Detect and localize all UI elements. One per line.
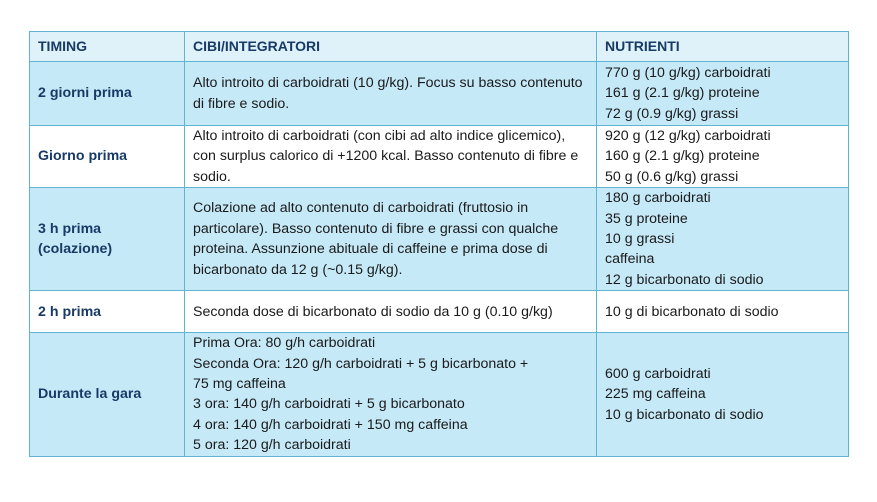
food-line: 5 ora: 120 g/h carboidrati	[193, 437, 351, 454]
food-cell	[185, 333, 597, 456]
nutrients-cell	[597, 291, 849, 333]
nutrients-cell	[597, 62, 849, 126]
food-line: Seconda Ora: 120 g/h carboidrati + 5 g bicarbonato +	[193, 355, 529, 372]
table-row	[30, 291, 849, 333]
nutrient-line: 35 g proteine	[605, 210, 688, 227]
nutrition-timing-table	[29, 31, 849, 457]
nutrient-line: 920 g (12 g/kg) carboidrati	[605, 128, 771, 144]
food-cell	[185, 188, 597, 291]
table-header-row	[30, 32, 849, 62]
timing-cell: Giorno prima	[30, 126, 185, 188]
timing-cell: 3 h prima (colazione)	[30, 188, 185, 291]
header-food-supplements: CIBI/INTEGRATORI	[185, 32, 597, 62]
nutrient-line: 770 g (10 g/kg) carboidrati	[605, 64, 771, 81]
nutrients-cell	[597, 188, 849, 291]
nutrient-line: 50 g (0.6 g/kg) grassi	[605, 168, 739, 185]
nutrient-line: 161 g (2.1 g/kg) proteine	[605, 85, 760, 102]
table-row	[30, 188, 849, 291]
nutrient-line: 10 g grassi	[605, 231, 675, 248]
food-cell	[185, 126, 597, 188]
header-timing: TIMING	[30, 32, 185, 62]
food-cell	[185, 62, 597, 126]
food-line: 75 mg caffeina	[193, 376, 286, 393]
nutrient-line: caffeina	[605, 251, 655, 268]
nutrients-cell	[597, 333, 849, 456]
table-row	[30, 62, 849, 126]
food-text: Colazione ad alto contenuto di carboidrati (fruttosio in particolare). Basso contenuto di fibre e grassi con qualche proteina. Assunzione abituale di caffeine e prima dose di bicarbonato da 12 g (~0.15 g/kg).	[193, 200, 559, 278]
timing-cell: Durante la gara	[30, 333, 185, 456]
food-line: Prima Ora: 80 g/h carboidrati	[193, 335, 376, 352]
food-line: 3 ora: 140 g/h carboidrati + 5 g bicarbonato	[193, 396, 465, 413]
nutrient-line: 10 g bicarbonato di sodio	[605, 406, 764, 423]
nutrient-line: 72 g (0.9 g/kg) grassi	[605, 105, 739, 122]
nutrient-line: 225 mg caffeina	[605, 386, 706, 403]
nutrient-line: 160 g (2.1 g/kg) proteine	[605, 148, 760, 165]
nutrient-line: 12 g bicarbonato di sodio	[605, 271, 764, 288]
food-text: Seconda dose di bicarbonato di sodio da 10 g (0.10 g/kg)	[193, 303, 553, 320]
food-line: 4 ora: 140 g/h carboidrati + 150 mg caffeina	[193, 416, 468, 433]
food-text: Alto introito di carboidrati (10 g/kg). Focus su basso contenuto di fibre e sodio.	[193, 75, 583, 112]
table-row	[30, 333, 849, 456]
nutrient-line: 10 g di bicarbonato di sodio	[605, 303, 779, 320]
nutrients-cell	[597, 126, 849, 188]
food-cell	[185, 291, 597, 333]
timing-cell: 2 h prima	[30, 291, 185, 333]
timing-cell: 2 giorni prima	[30, 62, 185, 126]
food-text: Alto introito di carboidrati (con cibi ad alto indice glicemico), con surplus calorico di +1200 kcal. Basso contenuto di fibre e sodio.	[193, 128, 579, 185]
header-nutrients: NUTRIENTI	[597, 32, 849, 62]
nutrient-line: 180 g carboidrati	[605, 190, 711, 207]
table-row	[30, 126, 849, 188]
nutrient-line: 600 g carboidrati	[605, 365, 711, 382]
